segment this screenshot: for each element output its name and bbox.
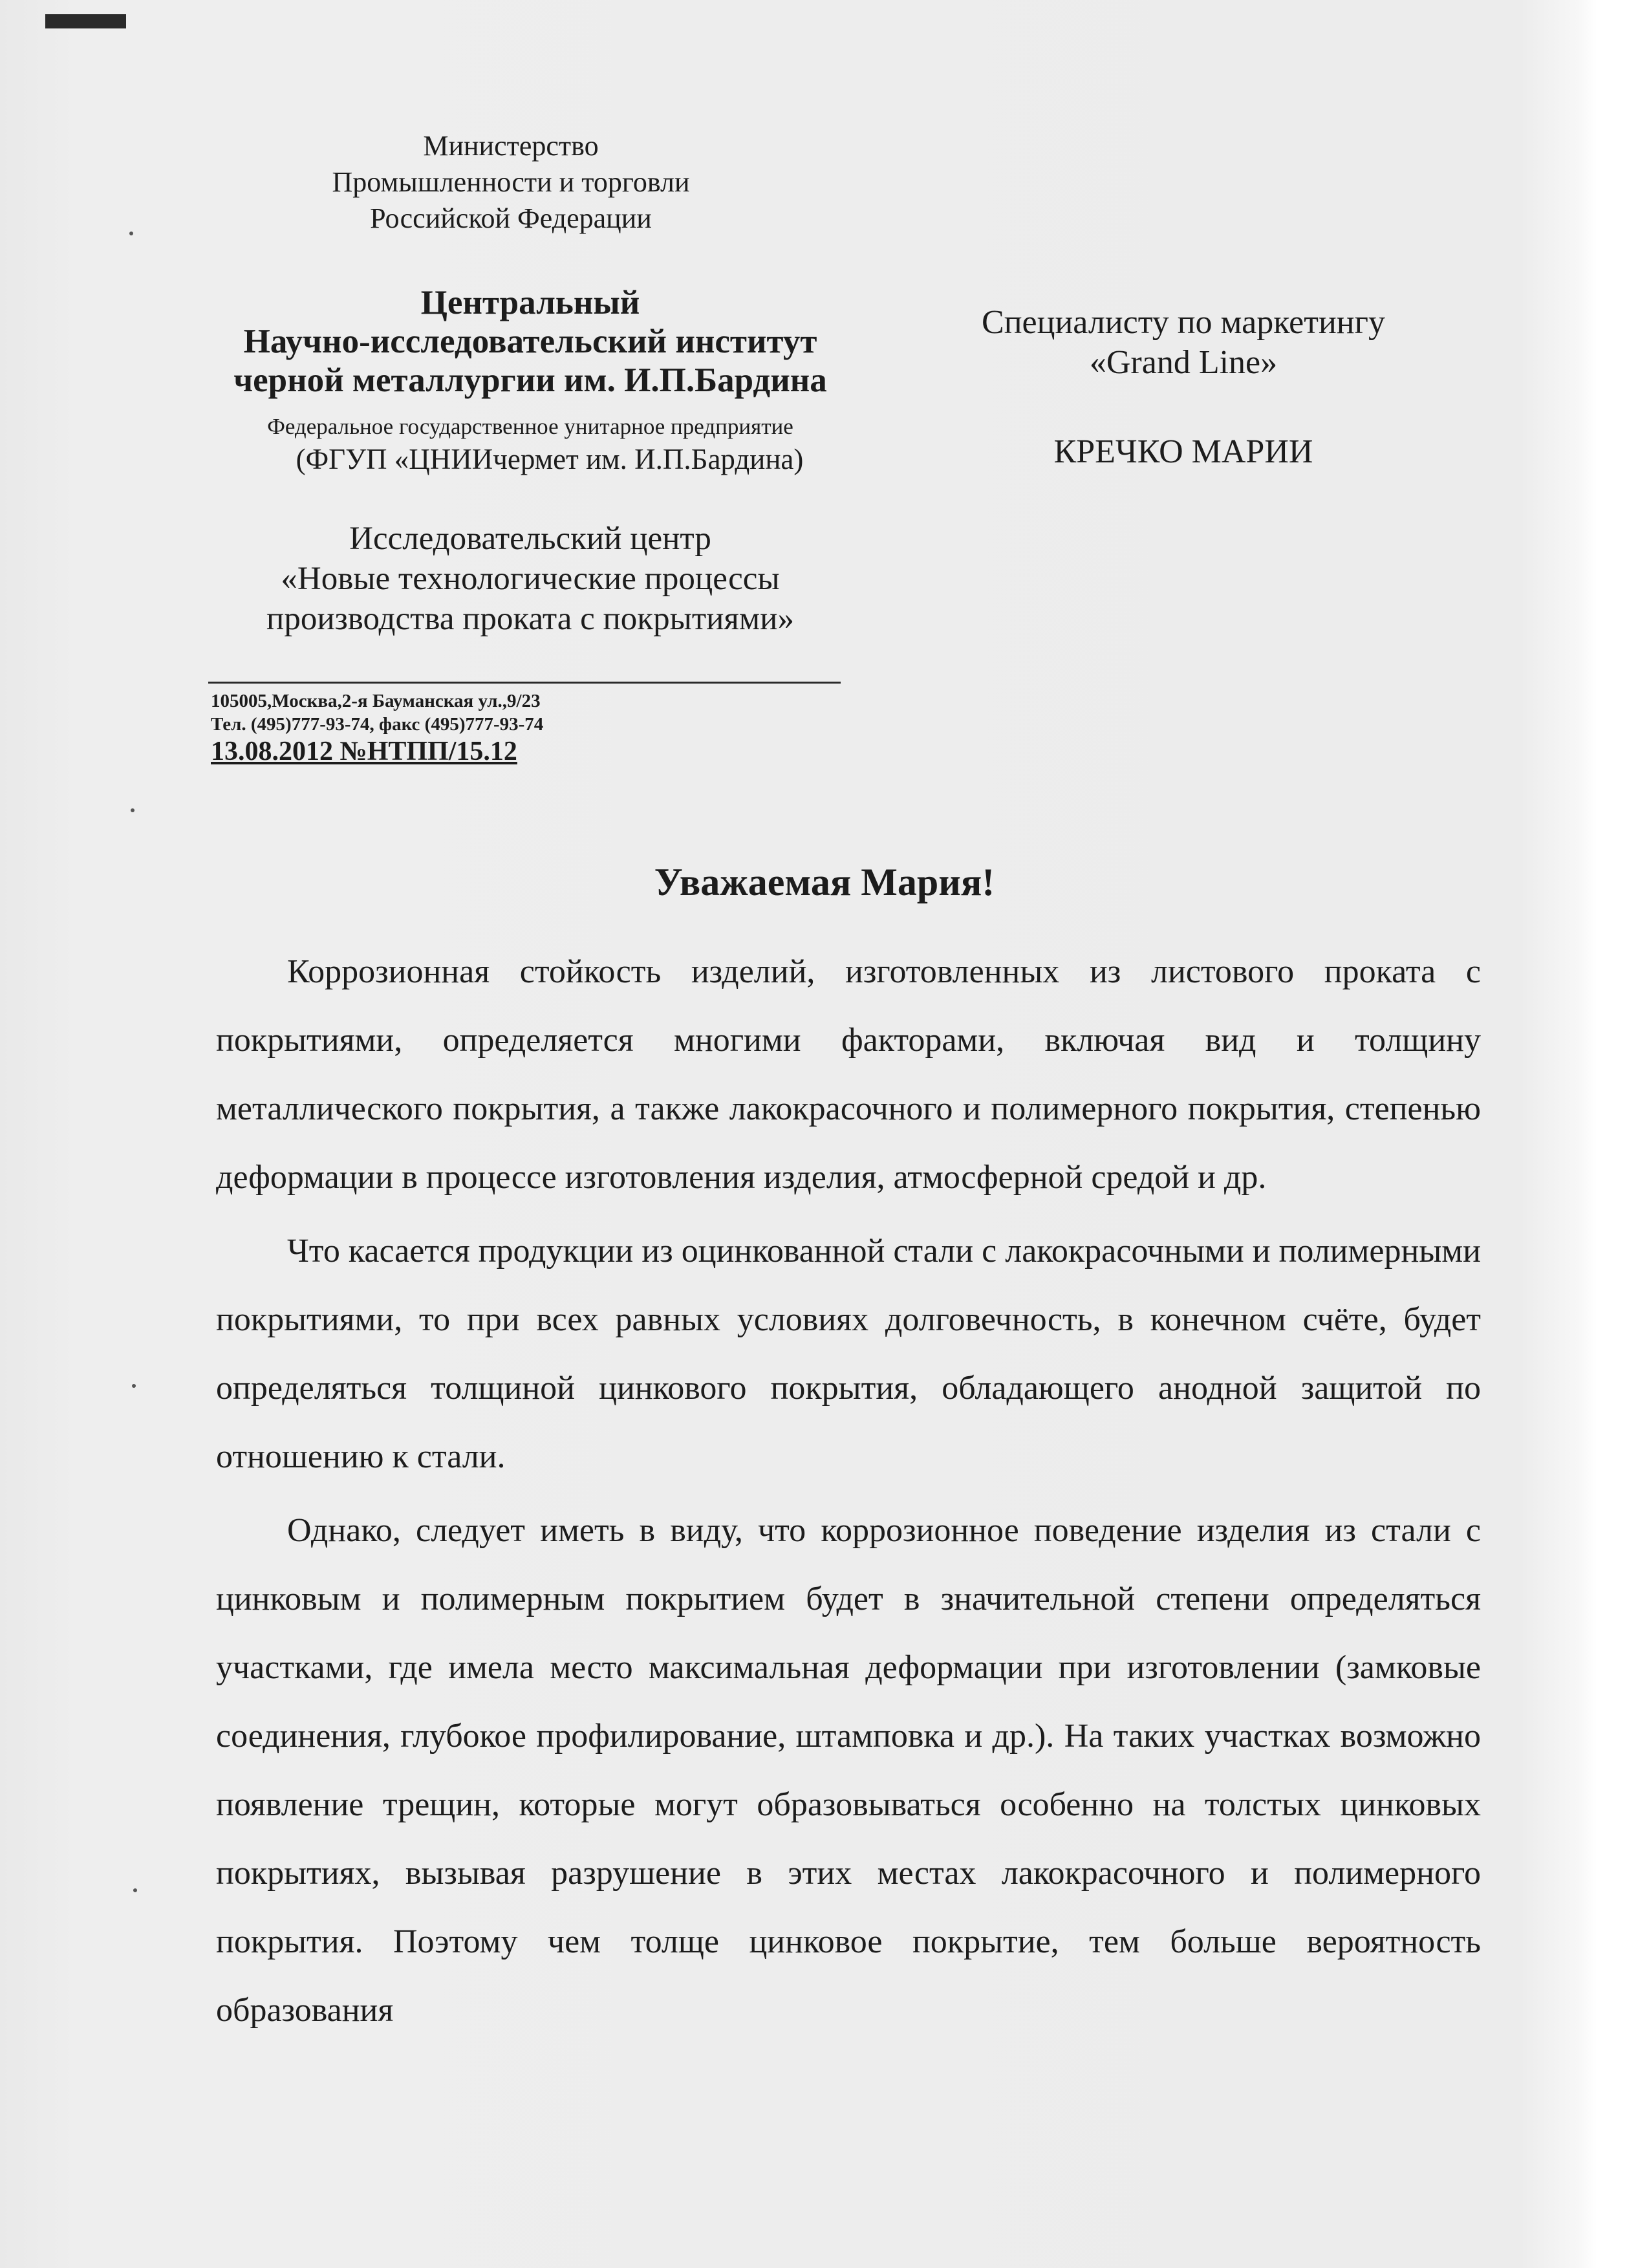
institute-name [194,283,867,400]
scan-speck [132,1384,136,1388]
research-center-line: Исследовательский центр [349,521,711,557]
institute-line: черной металлургии им. И.П.Бардина [233,362,827,399]
research-center-line: «Новые технологические процессы [281,561,780,597]
letter-body [216,938,1481,2050]
recipient-name: КРЕЧКО МАРИИ [1053,433,1313,470]
institute-line: Центральный [420,284,640,321]
ministry-name [278,128,744,237]
scan-speck [131,808,135,812]
recipient-company: «Grand Line» [1089,344,1278,381]
scan-speck [133,1888,137,1892]
salutation: Уважаемая Мария! [654,861,995,903]
institute-line: Научно-исследовательский институт [243,323,817,360]
postal-address: 105005,Москва,2-я Бауманская ул.,9/23 [211,691,541,711]
registration-number: 13.08.2012 №НТПП/15.12 [211,737,517,766]
scan-speck [129,232,133,235]
phone-fax: Тел. (495)777-93-74, факс (495)777-93-74 [211,714,544,735]
address-block [211,689,543,736]
research-center-line: производства проката с покрытиями» [266,601,794,637]
address-divider [208,682,841,684]
ministry-line: Промышленности и торговли [332,166,690,198]
body-paragraph: Коррозионная стойкость изделий, изготовленных из листового проката с покрытиями, определяется многими факторами, включая вид и толщину металлического покрытия, а также лакокрасочного и полимерного покрытия, степенью деформации в процессе изготовления изделия, атмосферной средой и др. [216,953,1481,1196]
recipient-block [918,303,1449,383]
ministry-line: Министерство [423,130,599,162]
ministry-line: Российской Федерации [370,202,652,234]
body-paragraph: Однако, следует иметь в виду, что коррозионное поведение изделия из стали с цинковым и полимерным покрытием будет в значительной степени определяться участками, где имела место максимальная деформации при изготовлении (замковые соединения, глубокое профилирование, штамповка и др.). На таких участках возможно появление трещин, которые могут образовываться особенно на толстых цинковых покрытиях, вызывая разрушение в этих местах лакокрасочного и полимерного покрытия. Поэтому чем толще цинковое покрытие, тем больше вероятность образования [216,1512,1481,2029]
enterprise-type: Федеральное государственное унитарное предприятие [267,414,793,439]
recipient-position: Специалисту по маркетингу [982,304,1385,341]
enterprise-abbreviation: (ФГУП «ЦНИИчермет им. И.П.Бардина) [296,443,804,475]
scan-edge-mark [45,14,126,28]
body-paragraph: Что касается продукции из оцинкованной стали с лакокрасочными и полимерными покрытиями, то при всех равных условиях долговечность, в конечном счёте, будет определяться толщиной цинкового покрытия, обладающего анодной защитой по отношению к стали. [216,1233,1481,1475]
research-center-name [213,519,847,639]
